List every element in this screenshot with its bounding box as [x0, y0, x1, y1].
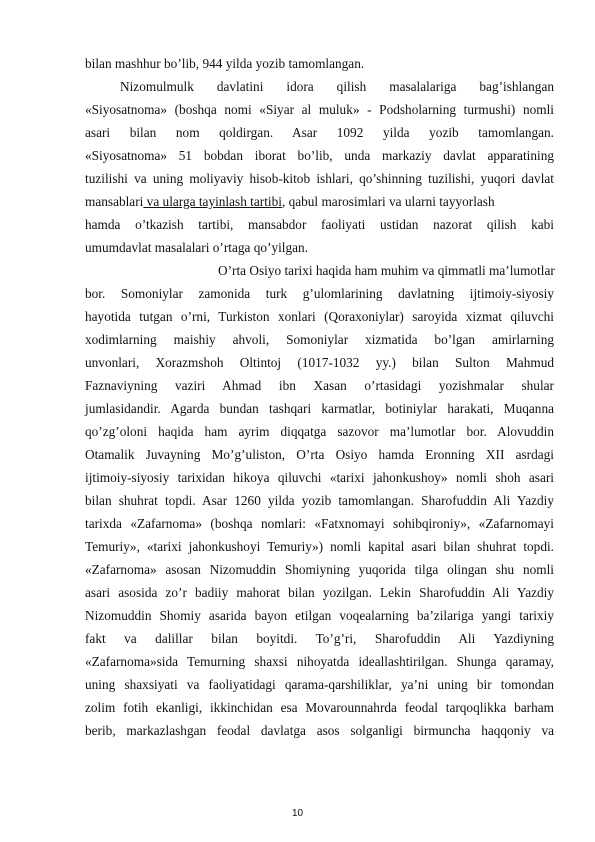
text-segment: mansablari	[85, 194, 144, 209]
text-segment: , qabul marosimlari va ularni tayyorlash	[281, 194, 495, 209]
text-line: umumdavlat masalalari o’rtaga qo’yilgan.	[85, 240, 309, 255]
text-line: xodimlarning maishiy ahvoli, Somoniylar xizmatida bo’lgan amirlarning	[85, 332, 554, 347]
text-line	[85, 194, 554, 209]
text-line: uning shaxsiyati va faoliyatidagi qarama-qarshiliklar, ya’ni uning bir tomondan	[85, 677, 554, 692]
text-line: hamda o’tkazish tartibi, mansabdor faoliyati ustidan nazorat qilish kabi	[85, 217, 554, 232]
text-line: Faznaviyning vaziri Ahmad ibn Xasan o’rtasidagi yozishmalar shular	[85, 378, 554, 393]
text-line: tuzilishi va uning moliyaviy hisob-kitob ishlari, qo’shinning tuzilishi, yuqori davlat	[85, 171, 554, 186]
text-line: bilan mashhur bo’lib, 944 yilda yozib tamomlangan.	[85, 56, 365, 71]
text-line: Nizomulmulk davlatini idora qilish masalalariga bag’ishlangan	[120, 79, 554, 94]
text-line: jumlasidandir. Agarda bundan tashqari karmatlar, botiniylar harakati, Muqanna	[85, 401, 554, 416]
text-line: «Zafarnoma»sida Temurning shaxsi nihoyatda ideallashtirilgan. Shunga qaramay,	[85, 654, 554, 669]
text-line: O’rta Osiyo tarixi haqida ham muhim va qimmatli ma’lumotlar	[218, 263, 555, 278]
text-line: Temuriy», «tarixi jahonkushoyi Temuriy») nomli kapital asari bilan shuhrat topdi.	[85, 539, 554, 554]
text-line: zolim fotih ekanligi, ikkinchidan esa Movarounnahrda feodal tarqoqlikka barham	[85, 700, 554, 715]
text-line: «Siyosatnoma» (boshqa nomi «Siyar al muluk» - Podsholarning turmushi) nomli	[85, 102, 554, 117]
text-line: ijtimoiy-siyosiy tarixidan hikoya qiluvchi «tarixi jahonkushoy» nomli shoh asari	[85, 470, 554, 485]
text-line: bor. Somoniylar zamonida turk g’ulomlarining davlatning ijtimoiy-siyosiy	[85, 286, 554, 301]
text-line: asari asosida zo’r badiiy mahorat bilan yozilgan. Lekin Sharofuddin Ali Yazdiy	[85, 585, 554, 600]
text-line: bilan shuhrat topdi. Asar 1260 yilda yozib tamomlangan. Sharofuddin Ali Yazdiy	[85, 493, 554, 508]
text-line: tarixda «Zafarnoma» (boshqa nomlari: «Fatxnomayi sohibqironiy», «Zafarnomayi	[85, 516, 554, 531]
underlined-phrase: va ularga tayinlash tartibi	[143, 194, 282, 209]
page-number: 10	[291, 808, 304, 819]
text-line: fakt va dalillar bilan boyitdi. To’g’ri, Sharofuddin Ali Yazdiyning	[85, 631, 554, 646]
text-line: «Zafarnoma» asosan Nizomuddin Shomiyning yuqorida tilga olingan shu nomli	[85, 562, 554, 577]
text-line: «Siyosatnoma» 51 bobdan iborat bo’lib, unda markaziy davlat apparatining	[85, 148, 554, 163]
text-line: unvonlari, Xorazmshoh Oltintoj (1017-1032 yy.) bilan Sulton Mahmud	[85, 355, 554, 370]
text-line: qo’zg’oloni haqida ham ayrim diqqatga sazovor ma’lumotlar bor. Alovuddin	[85, 424, 554, 439]
text-line: hayotida tutgan o’rni, Turkiston xonlari (Qoraxoniylar) saroyida xizmat qiluvchi	[85, 309, 554, 324]
text-line: Nizomuddin Shomiy asarida bayon etilgan voqealarning ba’zilariga yangi tarixiy	[85, 608, 554, 623]
text-line: Otamalik Juvayning Mo’g’uliston, O’rta Osiyo hamda Eronning XII asrdagi	[85, 447, 554, 462]
text-line: asari bilan nom qoldirgan. Asar 1092 yilda yozib tamomlangan.	[85, 125, 554, 140]
text-line: berib, markazlashgan feodal davlatga asos solganligi birmuncha haqqoniy va	[85, 723, 554, 738]
